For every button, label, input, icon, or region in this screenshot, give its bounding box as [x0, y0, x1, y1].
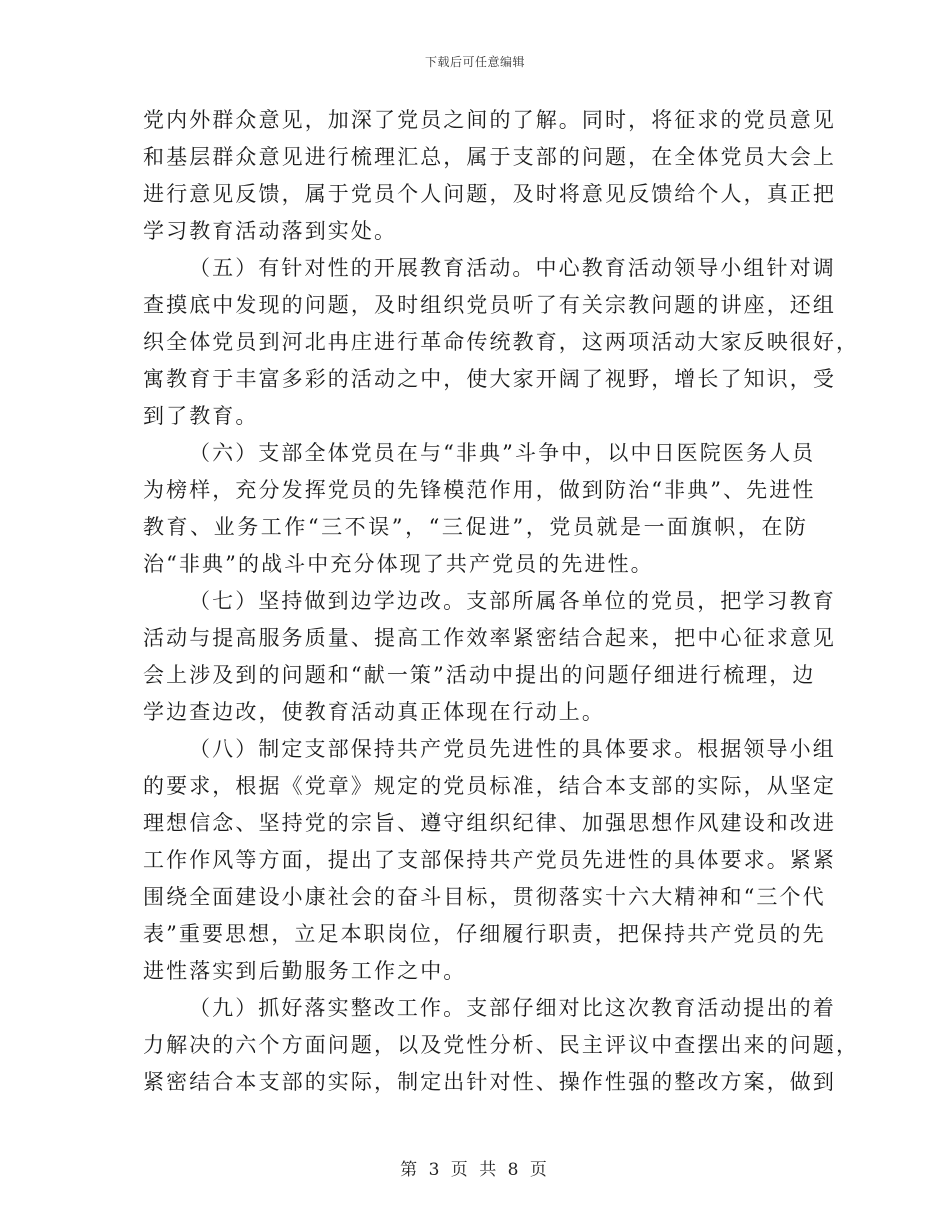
text-line: 为榜样，充分发挥党员的先锋模范作用，做到防治“非典”、先进性	[143, 478, 816, 502]
paragraph-section-7	[143, 583, 836, 731]
paragraph-continuation	[143, 102, 836, 250]
text-line: 的要求，根据《党章》规定的党员标准，结合本支部的实际，从坚定	[143, 774, 836, 798]
text-line: （五）有针对性的开展教育活动。中心教育活动领导小组针对调	[189, 256, 836, 280]
text-line: 工作作风等方面，提出了支部保持共产党员先进性的具体要求。紧紧	[143, 848, 836, 872]
paragraph-section-6	[143, 435, 816, 583]
text-line: 寓教育于丰富多彩的活动之中，使大家开阔了视野，增长了知识，受	[143, 367, 836, 391]
text-line: （七）坚持做到边学边改。支部所属各单位的党员，把学习教育	[189, 589, 836, 613]
download-edit-note: 下载后可任意编辑	[424, 55, 525, 69]
document-body	[143, 102, 860, 1101]
text-line: （八）制定支部保持共产党员先进性的具体要求。根据领导小组	[189, 737, 836, 761]
text-line: 治“非典”的战斗中充分体现了共产党员的先进性。	[143, 552, 654, 576]
text-line: 力解决的六个方面问题，以及党性分析、民主评议中查摆出来的问题，	[143, 1033, 860, 1057]
paragraph-section-9	[143, 990, 860, 1101]
text-line: 进行意见反馈，属于党员个人问题，及时将意见反馈给个人，真正把	[143, 182, 836, 206]
text-line: 围绕全面建设小康社会的奋斗目标，贯彻落实十六大精神和“三个代	[143, 885, 826, 909]
text-line: 表”重要思想，立足本职岗位，仔细履行职责，把保持共产党员的先	[143, 922, 826, 946]
text-line: 活动与提高服务质量、提高工作效率紧密结合起来，把中心征求意见	[143, 626, 836, 650]
text-line: 学习教育活动落到实处。	[143, 219, 398, 243]
text-line: 党内外群众意见，加深了党员之间的了解。同时，将征求的党员意见	[143, 108, 836, 132]
text-line: 学边查边改，使教育活动真正体现在行动上。	[143, 700, 605, 724]
text-line: （九）抓好落实整改工作。支部仔细对比这次教育活动提出的着	[189, 996, 836, 1020]
text-line: 织全体党员到河北冉庄进行革命传统教育，这两项活动大家反映很好，	[143, 330, 860, 354]
text-line: 理想信念、坚持党的宗旨、遵守组织纪律、加强思想作风建设和改进	[143, 811, 836, 835]
paragraph-section-5	[143, 250, 860, 435]
text-line: 教育、业务工作“三不误”，“三促进”，党员就是一面旗帜，在防	[143, 515, 808, 539]
text-line: 到了教育。	[143, 404, 259, 428]
paragraph-section-8	[143, 731, 836, 990]
page-number: 第 3 页 共 8 页	[400, 1160, 550, 1180]
text-line: 和基层群众意见进行梳理汇总，属于支部的问题，在全体党员大会上	[143, 145, 836, 169]
text-line: 进性落实到后勤服务工作之中。	[143, 959, 467, 983]
text-line: 查摸底中发现的问题，及时组织党员听了有关宗教问题的讲座，还组	[143, 293, 836, 317]
text-line: 紧密结合本支部的实际，制定出针对性、操作性强的整改方案，做到	[143, 1070, 836, 1094]
text-line: （六）支部全体党员在与“非典”斗争中，以中日医院医务人员	[189, 441, 816, 465]
text-line: 会上涉及到的问题和“献一策”活动中提出的问题仔细进行梳理，边	[143, 663, 816, 687]
